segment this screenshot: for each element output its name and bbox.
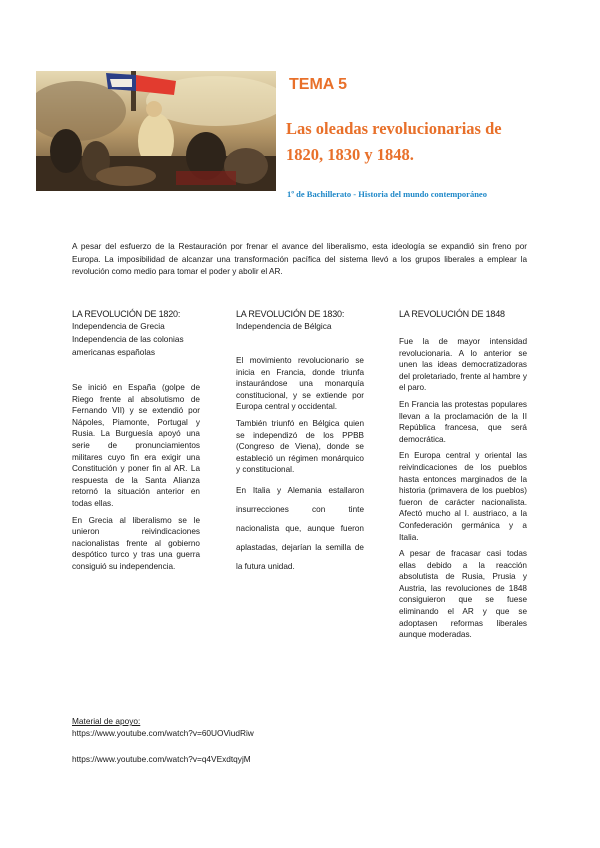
support-material-label: Material de apoyo: [72, 716, 141, 726]
intro-paragraph: A pesar del esfuerzo de la Restauración por frenar el avance del liberalismo, esta ideología se expandió sin freno por Europa. La imposibilidad de alcanzar una transformación pacífica del sistema llevó a los grupos liberales a emplear la revolución como medio para tomar el poder y abolir el AR. [72, 242, 527, 276]
column-paragraph: También triunfó en Bélgica quien se independizó de los PPBB (Congreso de Viena), donde se estableció un régimen monárquico y constitucional. [236, 418, 364, 475]
column-subheading: Independencia de Bélgica [236, 321, 332, 331]
column-heading: LA REVOLUCIÓN DE 1830: [236, 309, 345, 319]
column-1830 [236, 308, 364, 581]
title-line-2: 1820, 1830 y 1848. [286, 145, 414, 164]
column-heading: LA REVOLUCIÓN DE 1820: [72, 309, 181, 319]
column-paragraph: En Francia las protestas populares llevan a la proclamación de la II República francesa, que será democrática. [399, 399, 527, 444]
column-1848 [399, 308, 527, 646]
video-link-2[interactable]: https://www.youtube.com/watch?v=q4VExdtqyjM [72, 754, 251, 764]
column-paragraph: Fue la de mayor intensidad revolucionaria. A lo anterior se unen las ideas democratizadoras del proletariado, frente al hambre y el paro. [399, 337, 527, 393]
column-paragraph: A pesar de fracasar casi todas ellas debido a la reacción absolutista de Rusia, Prusia y Austria, las revoluciones de 1848 consiguieron que se fuese eliminando el AR y que se adoptasen reformas liberales aunque moderadas. [399, 549, 527, 640]
tema-label: TEMA 5 [289, 76, 348, 93]
page-title [286, 116, 546, 168]
column-subheading: Independencia de Grecia [72, 321, 165, 331]
column-paragraph: Se inició en España (golpe de Riego frente al absolutismo de Fernando VII) y se extendió por Nápoles, Piamonte, Portugal y Rusia. La Burguesía apoyó una serie de pronunciamientos militares cuyo fin era exigir una Constitución y poner fin al AR. La respuesta de la Santa Alianza retornó la situación anterior en todas ellas. [72, 383, 200, 508]
title-line-1: Las oleadas revolucionarias de [286, 119, 502, 138]
column-paragraph: En Europa central y oriental las reivindicaciones de los pueblos hasta entonces marginados de la historia (primavera de los pueblos) fueron de carácter nacionalista. Afectó mucho al I. austriaco, a la Confederación germánica y a Italia. [399, 451, 527, 542]
column-paragraph: En Grecia al liberalismo se le unieron reivindicaciones nacionalistas frente al gobierno despótico turco y tras una guerra consiguió su independencia. [72, 515, 200, 571]
column-paragraph: En Italia y Alemania estallaron insurrecciones con tinte nacionalista que, aunque fueron aplastadas, dejarían la semilla de la futura unidad. [236, 485, 364, 571]
liberty-leading-people-image [36, 71, 276, 191]
support-material [72, 715, 254, 739]
column-heading: LA REVOLUCIÓN DE 1848 [399, 309, 505, 319]
column-paragraph: El movimiento revolucionario se inicia en Francia, donde triunfa instaurándose una monarquía constitucional, y se extiende por Europa central y occidental. [236, 356, 364, 412]
course-subtitle: 1º de Bachillerato - Historia del mundo contemporáneo [287, 189, 487, 199]
video-link-1[interactable]: https://www.youtube.com/watch?v=60UOViudRiw [72, 728, 254, 738]
column-subheading: Independencia de las colonias americanas españolas [72, 334, 184, 357]
column-1820 [72, 308, 200, 578]
header-painting [36, 71, 276, 191]
